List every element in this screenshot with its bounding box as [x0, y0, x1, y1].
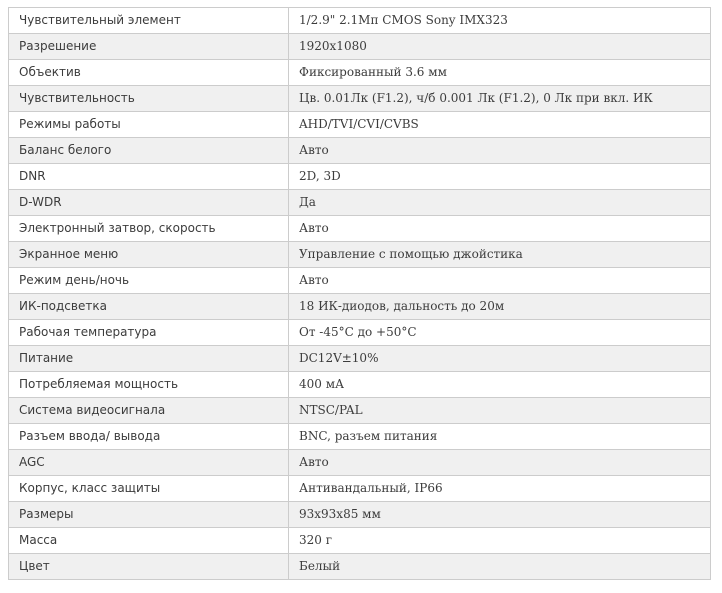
- spec-row: [9, 164, 711, 190]
- spec-row: [9, 8, 711, 34]
- spec-value: NTSC/PAL: [289, 398, 711, 424]
- spec-label: Масса: [9, 528, 289, 554]
- spec-label: Чувствительный элемент: [9, 8, 289, 34]
- spec-value: Управление с помощью джойстика: [289, 242, 711, 268]
- spec-value: Авто: [289, 138, 711, 164]
- spec-value: Авто: [289, 216, 711, 242]
- spec-value: DC12V±10%: [289, 346, 711, 372]
- spec-label: Потребляемая мощность: [9, 372, 289, 398]
- spec-row: [9, 346, 711, 372]
- spec-value: Да: [289, 190, 711, 216]
- spec-row: [9, 502, 711, 528]
- spec-label: ИК-подсветка: [9, 294, 289, 320]
- spec-value: 2D, 3D: [289, 164, 711, 190]
- spec-label: Объектив: [9, 60, 289, 86]
- spec-value: Авто: [289, 268, 711, 294]
- spec-label: AGC: [9, 450, 289, 476]
- spec-value: 1/2.9" 2.1Мп CMOS Sony IMX323: [289, 8, 711, 34]
- spec-value: 400 мА: [289, 372, 711, 398]
- spec-row: [9, 294, 711, 320]
- spec-row: [9, 216, 711, 242]
- spec-row: [9, 424, 711, 450]
- spec-value: Белый: [289, 554, 711, 580]
- spec-value: 18 ИК-диодов, дальность до 20м: [289, 294, 711, 320]
- spec-label: Цвет: [9, 554, 289, 580]
- spec-label: Режимы работы: [9, 112, 289, 138]
- spec-row: [9, 60, 711, 86]
- spec-value: От -45°C до +50°C: [289, 320, 711, 346]
- spec-label: Система видеосигнала: [9, 398, 289, 424]
- spec-value: BNC, разъем питания: [289, 424, 711, 450]
- spec-label: Рабочая температура: [9, 320, 289, 346]
- spec-row: [9, 138, 711, 164]
- spec-value: AHD/TVI/CVI/CVBS: [289, 112, 711, 138]
- spec-row: [9, 450, 711, 476]
- spec-label: Питание: [9, 346, 289, 372]
- spec-row: [9, 242, 711, 268]
- spec-row: [9, 34, 711, 60]
- spec-label: D-WDR: [9, 190, 289, 216]
- spec-row: [9, 476, 711, 502]
- specifications-table-body: [9, 8, 711, 580]
- spec-label: Электронный затвор, скорость: [9, 216, 289, 242]
- spec-label: Разъем ввода/ вывода: [9, 424, 289, 450]
- spec-value: 1920x1080: [289, 34, 711, 60]
- spec-label: Разрешение: [9, 34, 289, 60]
- spec-label: Баланс белого: [9, 138, 289, 164]
- spec-label: Корпус, класс защиты: [9, 476, 289, 502]
- spec-row: [9, 398, 711, 424]
- spec-row: [9, 554, 711, 580]
- spec-value: 320 г: [289, 528, 711, 554]
- spec-value: 93x93x85 мм: [289, 502, 711, 528]
- spec-row: [9, 528, 711, 554]
- spec-value: Фиксированный 3.6 мм: [289, 60, 711, 86]
- specifications-table: [8, 7, 711, 580]
- spec-row: [9, 320, 711, 346]
- spec-label: Размеры: [9, 502, 289, 528]
- spec-value: Антивандальный, IP66: [289, 476, 711, 502]
- spec-value: Цв. 0.01Лк (F1.2), ч/б 0.001 Лк (F1.2), 0 Лк при вкл. ИК: [289, 86, 711, 112]
- spec-label: DNR: [9, 164, 289, 190]
- spec-row: [9, 112, 711, 138]
- spec-row: [9, 372, 711, 398]
- spec-row: [9, 86, 711, 112]
- spec-label: Чувствительность: [9, 86, 289, 112]
- spec-row: [9, 190, 711, 216]
- spec-label: Режим день/ночь: [9, 268, 289, 294]
- spec-row: [9, 268, 711, 294]
- spec-value: Авто: [289, 450, 711, 476]
- spec-label: Экранное меню: [9, 242, 289, 268]
